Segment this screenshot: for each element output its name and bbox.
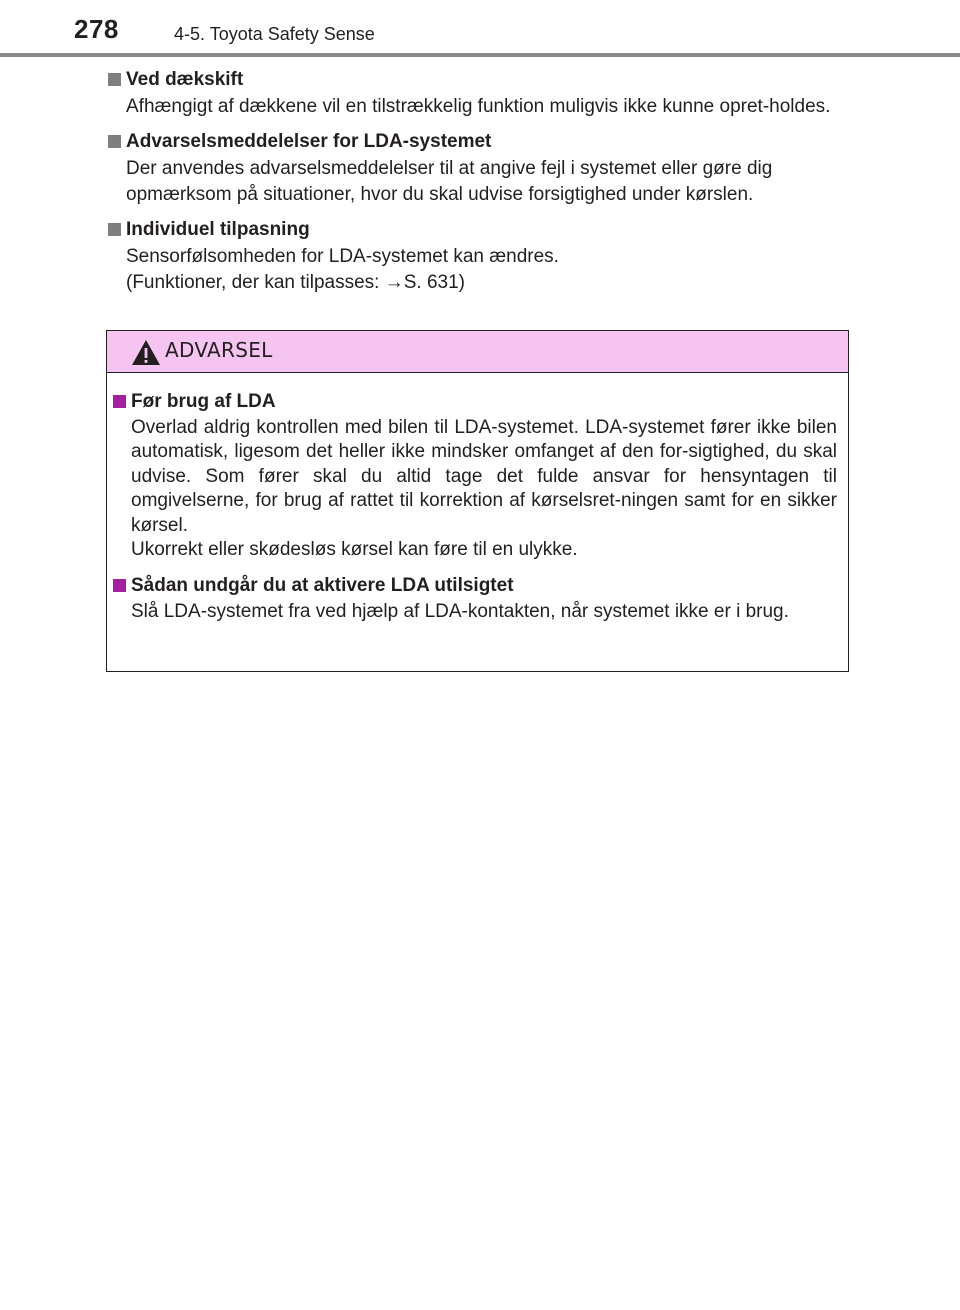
page-number: 278: [74, 14, 119, 44]
warning-text: [113, 416, 837, 562]
warning-box: [106, 330, 849, 672]
page-reference-link[interactable]: (Funktioner, der kan tilpasses: →S. 631): [126, 272, 465, 293]
warning-heading: [113, 572, 837, 600]
square-bullet-icon: [108, 223, 121, 236]
square-bullet-icon: [113, 579, 126, 592]
paragraph: Overlad aldrig kontrollen med bilen til LDA-systemet. LDA-systemet fører ikke bilen automatisk, ligesom det heller ikke mindsker omfanget af den for-sigtighed, du skal udvise. Som fører skal du altid tage det fulde ansvar for hensyntagen til omgivelserne, for brug af rattet til korrektion af kørselsret-ningen samt for en sikker kørsel.: [131, 417, 837, 536]
heading-text: Sådan undgår du at aktivere LDA utilsigtet: [131, 575, 514, 597]
warning-body: [113, 388, 837, 635]
heading-text: Før brug af LDA: [131, 391, 276, 412]
section-body: Afhængigt af dækkene vil en tilstrækkelig funktion muligvis ikke kunne opret-holdes.: [126, 96, 831, 117]
square-bullet-icon: [108, 135, 121, 148]
section-body: Der anvendes advarselsmeddelelser til at angive fejl i systemet eller gøre dig opmærksom på situationer, hvor du skal udvise forsigtighed under kørslen.: [126, 158, 773, 205]
warning-label: ADVARSEL: [165, 338, 273, 362]
warning-item-before-use: [113, 388, 837, 562]
section-tire-change: [107, 66, 847, 120]
section-heading: [107, 128, 847, 156]
square-bullet-icon: [108, 73, 121, 86]
warning-triangle-icon: [131, 339, 161, 366]
section-heading: [107, 66, 847, 94]
warning-item-avoid-activation: [113, 572, 837, 624]
warning-text: [113, 600, 837, 624]
section-customization: [107, 216, 847, 296]
body-line: Sensorfølsomheden for LDA-systemet kan ændres.: [126, 246, 559, 267]
paragraph: Slå LDA-systemet fra ved hjælp af LDA-kontakten, når systemet ikke er i brug.: [131, 601, 789, 623]
section-warning-messages: [107, 128, 847, 208]
header-rule: [0, 53, 960, 57]
page-header: [0, 0, 960, 60]
heading-text: Individuel tilpasning: [126, 219, 310, 240]
section-heading: [107, 216, 847, 244]
warning-header: [107, 331, 848, 373]
heading-text: Advarselsmeddelelser for LDA-systemet: [126, 131, 492, 152]
paragraph: Ukorrekt eller skødesløs kørsel kan føre til en ulykke.: [131, 539, 578, 561]
warning-heading: [113, 388, 837, 416]
main-content: [107, 66, 847, 304]
square-bullet-icon: [113, 395, 126, 408]
heading-text: Ved dækskift: [126, 69, 244, 90]
section-body: [107, 244, 847, 296]
section-title: 4-5. Toyota Safety Sense: [174, 24, 375, 44]
